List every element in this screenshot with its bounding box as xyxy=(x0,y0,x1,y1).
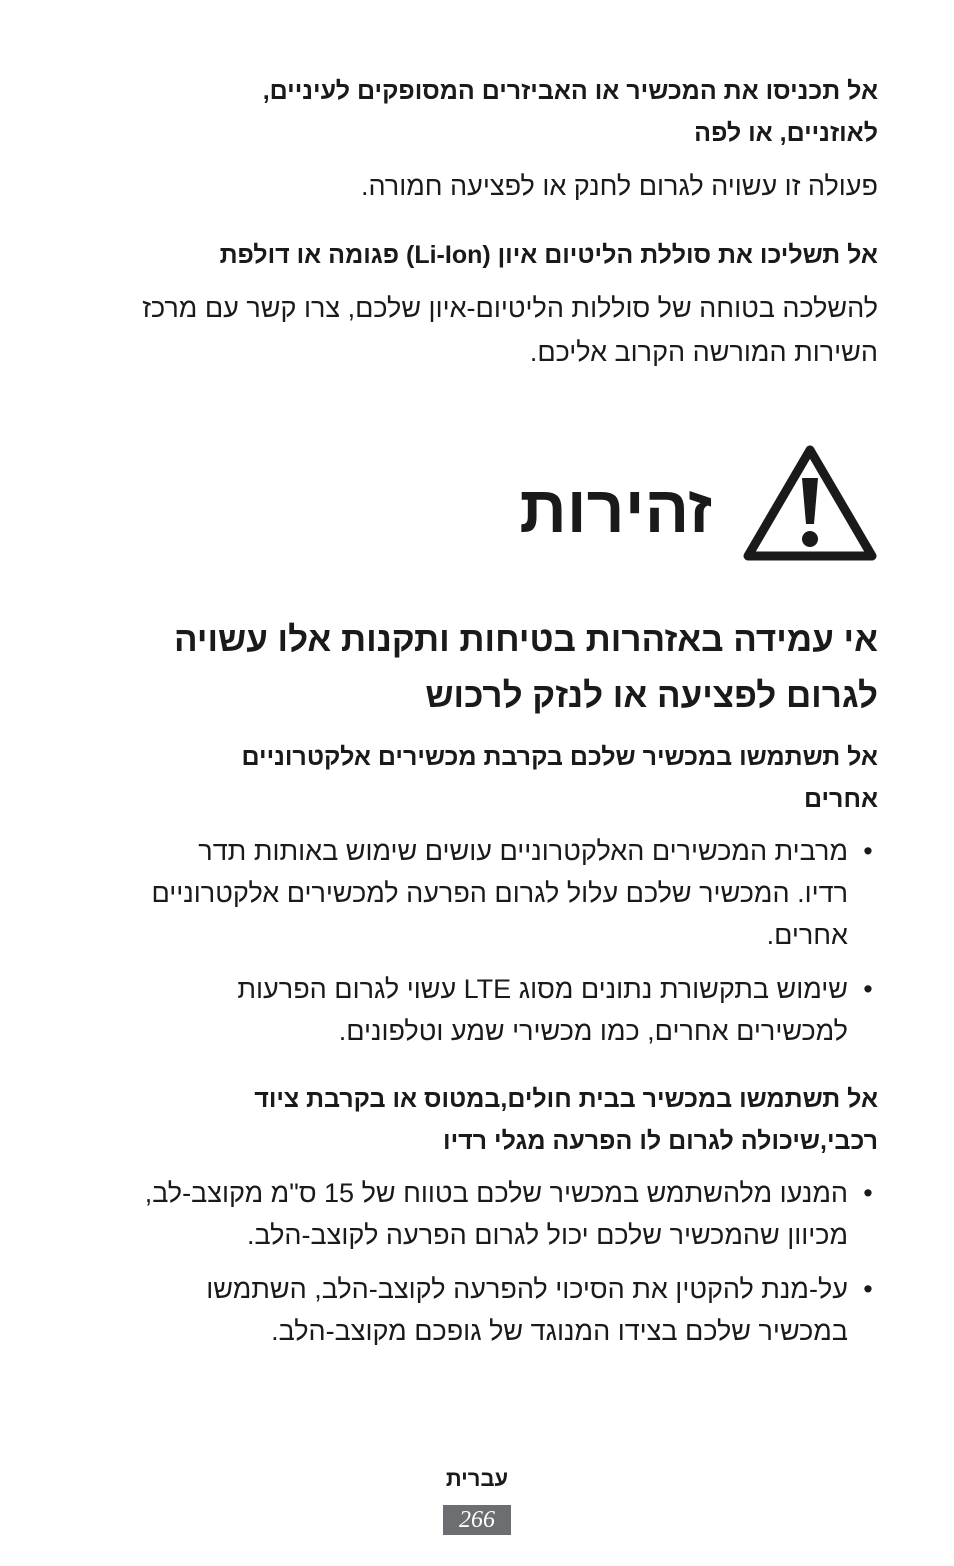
bullet-icon: • xyxy=(863,1178,873,1208)
text-line: במכשיר שלכם בצידו המנוגד של גופכם מקוצב-הלב. xyxy=(271,1316,848,1346)
bullet-icon: • xyxy=(863,974,873,1004)
item-text xyxy=(76,286,878,374)
footer-language: עברית xyxy=(445,1466,509,1491)
subsection-heading xyxy=(76,736,878,820)
bullet-list xyxy=(76,1172,878,1352)
bullet-list xyxy=(76,830,878,1052)
list-item xyxy=(76,968,878,1052)
text-line: על-מנת להקטין את הסיכוי להפרעה לקוצב-הלב, השתמשו xyxy=(206,1274,848,1304)
text-line: אחרים. xyxy=(766,920,848,950)
heading-line: אי עמידה באזהרות בטיחות ותקנות אלו עשויה xyxy=(173,620,878,659)
heading-line: לאוזניים, או לפה xyxy=(694,119,878,147)
heading-line: לגרום לפציעה או לנזק לרכוש xyxy=(425,676,878,715)
subsection-electronic-devices xyxy=(76,736,878,1064)
item-heading xyxy=(76,70,878,154)
text-line: שימוש בתקשורת נתונים מסוג LTE עשוי לגרום הפרעות xyxy=(237,974,848,1004)
text-line: למכשירים אחרים, כמו מכשירי שמע וטלפונים. xyxy=(338,1016,848,1046)
list-item xyxy=(76,830,878,956)
text-line: מרבית המכשירים האלקטרוניים עושים שימוש באותות תדר xyxy=(198,836,848,866)
section-heading-block xyxy=(76,612,878,724)
warning-title-row xyxy=(76,438,878,568)
item-heading: אל תשליכו את סוללת הליטיום איון (Li-Ion) פגומה או דולפת xyxy=(219,241,878,269)
item-text: פעולה זו עשויה לגרום לחנק או לפציעה חמורה. xyxy=(360,171,878,201)
text-line: השירות המורשה הקרוב אליכם. xyxy=(529,337,878,367)
section-heading xyxy=(76,612,878,724)
subsection-heading xyxy=(76,1078,878,1162)
heading-line: אל תכניסו את המכשיר או האביזרים המסופקים לעיניים, xyxy=(262,77,878,105)
heading-line: אל תשתמשו במכשיר שלכם בקרבת מכשירים אלקטרוניים xyxy=(241,743,878,771)
item-no-insert xyxy=(76,70,878,208)
bullet-icon: • xyxy=(863,836,873,866)
list-item xyxy=(76,1268,878,1352)
text-line: המנעו מלהשתמש במכשיר שלכם בטווח של 15 ס"מ מקוצב-לב, xyxy=(144,1178,848,1208)
warning-title: זהירות xyxy=(519,472,712,546)
subsection-hospital-aircraft xyxy=(76,1078,878,1364)
heading-line: רכבי,שיכולה לגרום לו הפרעה מגלי רדיו xyxy=(443,1127,878,1155)
text-line: להשלכה בטוחה של סוללות הליטיום-איון שלכם, צרו קשר עם מרכז xyxy=(142,293,878,323)
heading-line: אחרים xyxy=(803,785,878,813)
heading-line: אל תשתמשו במכשיר בבית חולים,במטוס או בקרבת ציוד xyxy=(254,1085,878,1113)
text-line: מכיוון שהמכשיר שלכם יכול לגרום הפרעה לקוצב-הלב. xyxy=(247,1220,848,1250)
warning-triangle-icon xyxy=(742,442,878,564)
page-number: 266 xyxy=(443,1505,511,1535)
item-battery-disposal xyxy=(76,234,878,374)
text-line: רדיו. המכשיר שלכם עלול לגרום הפרעה למכשירים אלקטרוניים xyxy=(151,878,848,908)
bullet-icon: • xyxy=(863,1274,873,1304)
list-item xyxy=(76,1172,878,1256)
